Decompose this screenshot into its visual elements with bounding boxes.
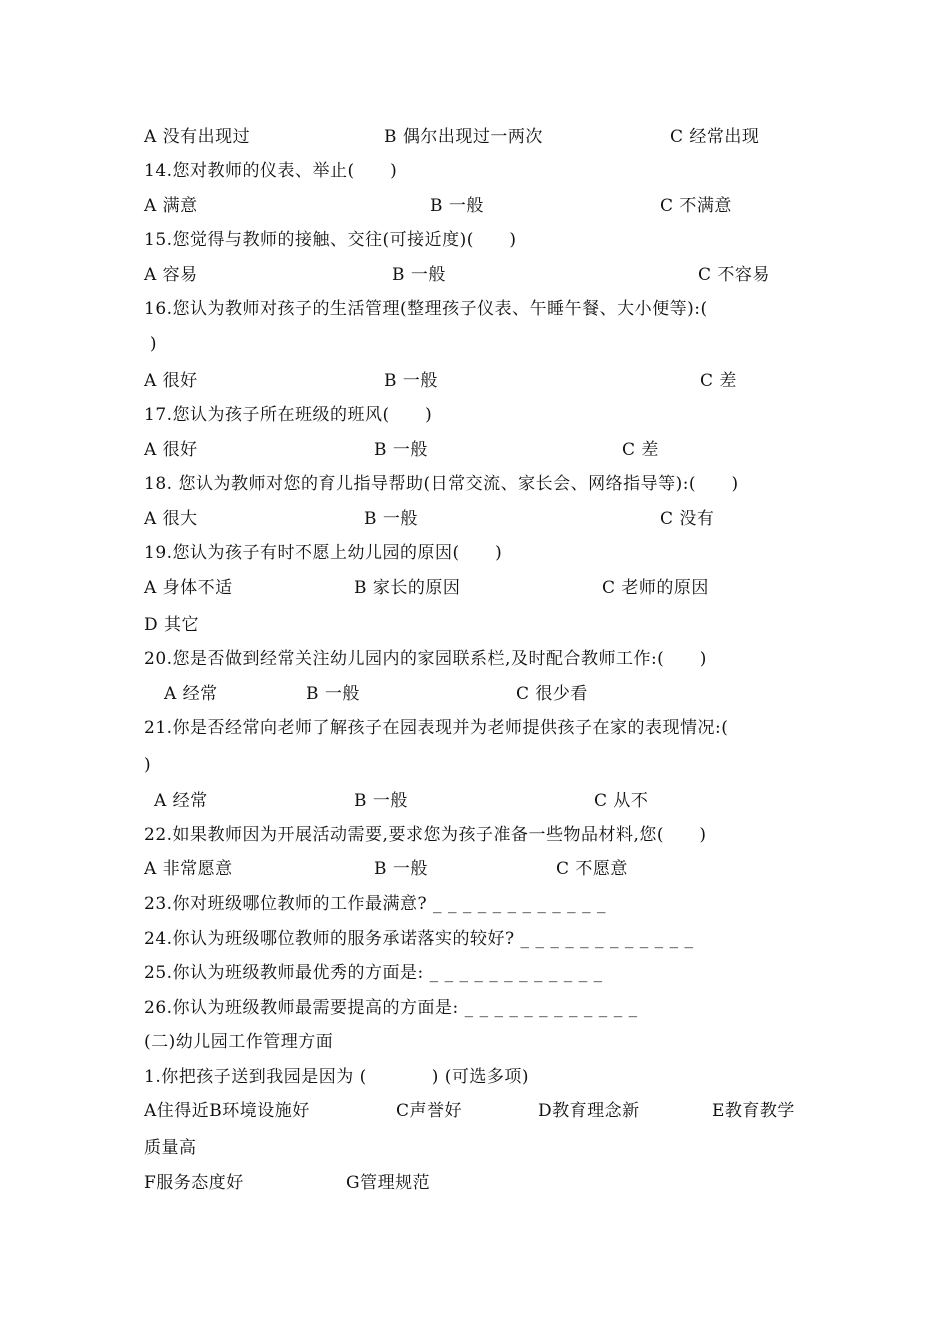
question-16-options bbox=[144, 370, 850, 392]
option-c: C 不满意 bbox=[660, 196, 732, 216]
question-15-options bbox=[144, 264, 850, 286]
question-21: 21.你是否经常向老师了解孩子在园表现并为老师提供孩子在家的表现情况:( bbox=[144, 718, 729, 738]
question-22-options bbox=[144, 858, 850, 880]
question-14: 14.您对教师的仪表、举止( ) bbox=[144, 161, 398, 181]
option-a: A 非常愿意 bbox=[144, 859, 233, 879]
question-22: 22.如果教师因为开展活动需要,要求您为孩子准备一些物品材料,您( ) bbox=[144, 825, 707, 845]
option-b: B 一般 bbox=[364, 509, 418, 529]
question-15: 15.您觉得与教师的接触、交往(可接近度)( ) bbox=[144, 230, 517, 250]
question-25: 25.你认为班级教师最优秀的方面是: _ _ _ _ _ _ _ _ _ _ _ _ bbox=[144, 963, 603, 983]
option-c: C 从不 bbox=[594, 791, 649, 811]
option-a: A 满意 bbox=[144, 196, 198, 216]
option-c: C 差 bbox=[700, 371, 737, 391]
question-18: 18. 您认为教师对您的育儿指导帮助(日常交流、家长会、网络指导等):( ) bbox=[144, 474, 739, 494]
option-b: B 家长的原因 bbox=[354, 578, 461, 598]
option-b: B 一般 bbox=[374, 859, 428, 879]
question-17: 17.您认为孩子所在班级的班风( ) bbox=[144, 405, 433, 425]
question-14-options bbox=[144, 195, 850, 217]
question-26: 26.你认为班级教师最需要提高的方面是: _ _ _ _ _ _ _ _ _ _ _ _ bbox=[144, 998, 638, 1018]
option-b: B 一般 bbox=[430, 196, 484, 216]
section-heading-kindergarten-management: (二)幼儿园工作管理方面 bbox=[144, 1032, 334, 1052]
section-2-question-1-options-2 bbox=[144, 1172, 850, 1194]
option-d: D教育理念新 bbox=[538, 1101, 640, 1121]
option-a: A 经常 bbox=[164, 684, 218, 704]
option-c: C 经常出现 bbox=[670, 127, 760, 147]
option-e: E教育教学 bbox=[712, 1101, 795, 1121]
option-b: B 一般 bbox=[306, 684, 360, 704]
question-16-continuation: ) bbox=[144, 334, 158, 354]
question-19-options bbox=[144, 577, 850, 599]
question-18-options bbox=[144, 508, 850, 530]
option-a: A 容易 bbox=[144, 265, 198, 285]
option-f: F服务态度好 bbox=[144, 1173, 244, 1193]
option-c: C 差 bbox=[622, 440, 659, 460]
option-c: C 不容易 bbox=[698, 265, 770, 285]
option-b: B 一般 bbox=[392, 265, 446, 285]
option-b: B 一般 bbox=[354, 791, 408, 811]
question-24: 24.你认为班级哪位教师的服务承诺落实的较好? _ _ _ _ _ _ _ _ _ _ _ _ bbox=[144, 929, 694, 949]
option-g: G管理规范 bbox=[346, 1173, 431, 1193]
option-b: B 偶尔出现过一两次 bbox=[384, 127, 543, 147]
option-c: C 很少看 bbox=[516, 684, 588, 704]
option-a: A 很好 bbox=[144, 371, 198, 391]
option-c: C 老师的原因 bbox=[602, 578, 709, 598]
option-a: A 经常 bbox=[154, 791, 208, 811]
question-16: 16.您认为教师对孩子的生活管理(整理孩子仪表、午睡午餐、大小便等):( bbox=[144, 299, 708, 319]
question-21-continuation: ) bbox=[144, 755, 152, 775]
question-20-options bbox=[144, 683, 850, 705]
option-a: A 很大 bbox=[144, 509, 198, 529]
question-21-options bbox=[144, 790, 850, 812]
question-19: 19.您认为孩子有时不愿上幼儿园的原因( ) bbox=[144, 543, 503, 563]
option-b: B 一般 bbox=[384, 371, 438, 391]
option-c: C 没有 bbox=[660, 509, 715, 529]
question-23: 23.你对班级哪位教师的工作最满意? _ _ _ _ _ _ _ _ _ _ _ _ bbox=[144, 894, 606, 914]
question-19-option-d: D 其它 bbox=[144, 615, 200, 635]
section-2-question-1-option-e-continuation: 质量高 bbox=[144, 1138, 197, 1158]
question-17-options bbox=[144, 439, 850, 461]
option-c: C声誉好 bbox=[396, 1101, 463, 1121]
option-a: A 身体不适 bbox=[144, 578, 233, 598]
section-2-question-1-options bbox=[144, 1100, 850, 1122]
option-c: C 不愿意 bbox=[556, 859, 628, 879]
option-a-b: A住得近B环境设施好 bbox=[144, 1101, 310, 1121]
option-a: A 很好 bbox=[144, 440, 198, 460]
question-20: 20.您是否做到经常关注幼儿园内的家园联系栏,及时配合教师工作:( ) bbox=[144, 649, 707, 669]
option-a: A 没有出现过 bbox=[144, 127, 251, 147]
option-b: B 一般 bbox=[374, 440, 428, 460]
question-13-options bbox=[144, 126, 850, 148]
section-2-question-1: 1.你把孩子送到我园是因为 ( ) (可选多项) bbox=[144, 1067, 529, 1087]
